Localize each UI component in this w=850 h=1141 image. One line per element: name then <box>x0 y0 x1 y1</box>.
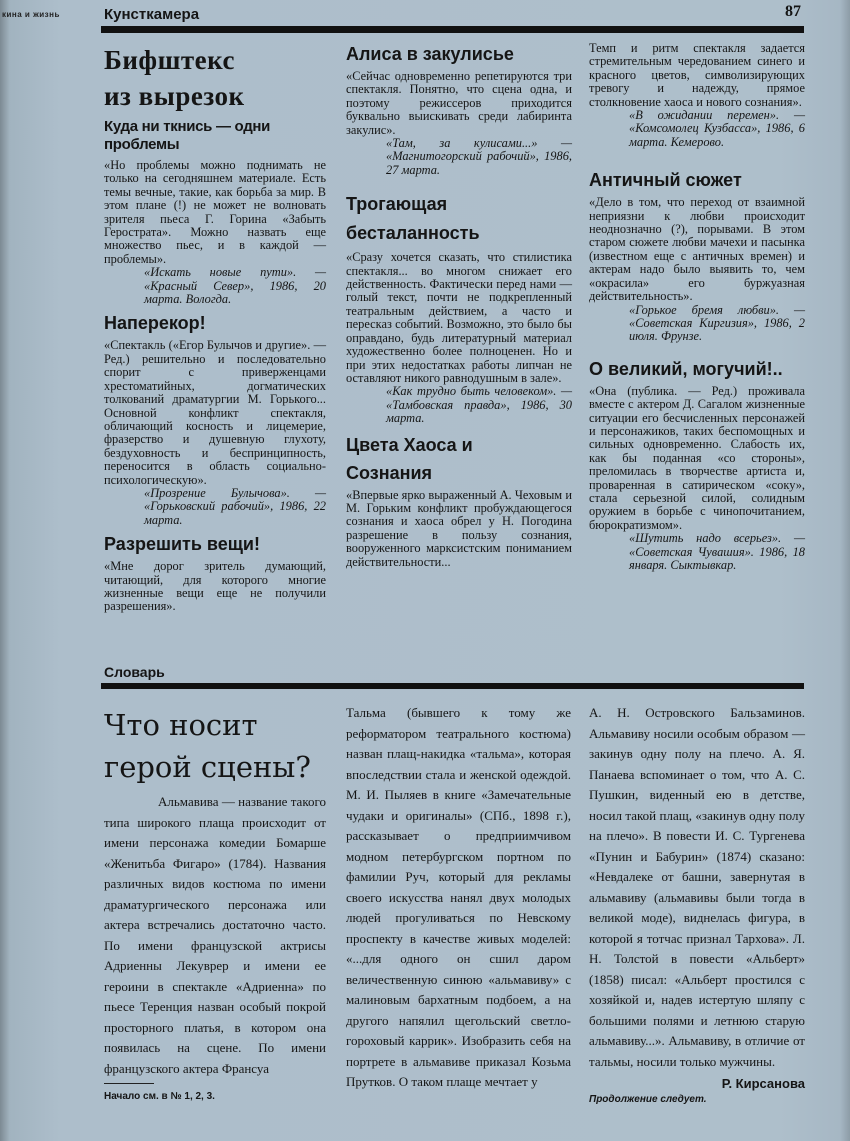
section-heading-line-1: Цвета Хаоса и <box>346 434 473 455</box>
dictionary-column-3 <box>589 703 805 1106</box>
quote-text: «Спектакль («Егор Булычов и другие». — Ред.) решительно и последовательно спорит с приверженцами хрестоматийных, догматических толкований драматургии М. Горького... Основной конфликт спектакля, обличающий косность и лицемерие, фразерство и душевную глухоту, бездуховность и беспринципность, переносится в область социально-психологическую». <box>104 338 326 487</box>
quote-source: «В ожидании перемен». — «Комсомолец Кузбасса», 1986, 6 марта. Кемерово. <box>629 108 805 149</box>
article-subtitle: Куда ни ткнись — одни проблемы <box>104 118 271 153</box>
section-heading-line-2: Сознания <box>346 462 433 483</box>
section-heading: Античный сюжет <box>589 170 742 191</box>
dictionary-column-1 <box>104 792 326 1079</box>
quote-text: «Дело в том, что переход от взаимной неприязни к любви происходит неоднозначно (?), порывами. В этом старом сюжете любви мачехи и пасынка (известном еще с античных времен) и актерам надо было выявить то, чем «окрасила» его буржуазная действительность». <box>589 195 805 304</box>
quote-source: «Искать новые пути». — «Красный Север», 1986, 20 марта. Вологда. <box>144 265 326 307</box>
author-signature: Р. Кирсанова <box>721 1076 805 1091</box>
section-heading: Разрешить вещи! <box>104 534 260 555</box>
dictionary-text: Альмавива — название такого типа широкого плаща происходит от имени персонажа комедии Бомарше «Женитьба Фигаро» (1784). Названия различных видов костюма по имени драматургического персонажа или актера встречались достаточно часто. По имени французской актрисы Адриенны Лекуврер и имени ее героини в спектакле «Адриенна» по пьесе Теренция назван особый покрой просторного платья, в котором она появилась на сцене. По имени французского актера Франсуа <box>104 794 326 1076</box>
column-3 <box>589 38 805 572</box>
quote-source: «Прозрение Булычова». — «Горьковский рабочий», 1986, 22 марта. <box>144 485 326 527</box>
page-spine <box>0 0 10 1141</box>
continued-note: Продолжение следует. <box>589 1094 707 1105</box>
section-heading: О великий, могучий!.. <box>589 358 783 379</box>
quote-text: «Сейчас одновременно репетируются три спектакля. Понятно, что сцена одна, и поэтому режиссеров приходится буквально выискивать среди лабиринта закулис». <box>346 69 572 137</box>
footnote-rule <box>104 1083 154 1084</box>
page-number: 87 <box>785 3 801 20</box>
section-heading: Наперекор! <box>104 313 206 334</box>
dictionary-text: А. Н. Островского Бальзаминов. Альмавиву носили особым образом — закинув одну полу на плечо. А. Я. Панаева вспоминает о том, что А. С. Пушкин, виденный ею в детстве, носил такой плащ, «закинув одну полу на плечо». В повести И. С. Тургенева «Пунин и Бабурин» (1874) сказано: «Невдалеке от башни, завернутая в альмавиву (альмавивы были тогда в великой моде), виднелась фигура, в которой я тотчас признал Тархова». Л. Н. Толстой в повести «Альберт» (1858) писал: «Альберт простился с хозяйкой и, надев истертую шляпу с большими полями и летнюю старую альмавиву...». Альмавиву, в отличие от тальмы, носили только мужчины. <box>589 705 805 1069</box>
quote-text: Темп и ритм спектакля задается стремительным чередованием синего и красного цветов, символизирующих тревогу и надежду, прямое столкновение хаоса и нового сознания». <box>589 41 805 109</box>
quote-text: «Но проблемы можно поднимать не только на сегодняшнем материале. Есть темы вечные, такие, как борьба за мир. В этом плане (!) не может не волновать зрителя пьеса Г. Горина «Забыть Герострата». Можно назвать еще множество пьес, и в каждой — проблемы». <box>104 158 326 266</box>
dictionary-column-2 <box>346 703 571 1093</box>
section-heading-line-2: бесталанность <box>346 223 480 244</box>
dictionary-title <box>104 704 344 788</box>
section-heading: Алиса в закулисье <box>346 44 514 64</box>
dictionary-text: Тальма (бывшего к тому же реформатором театрального костюма) назван плащ-накидка «тальма», которая впоследствии стала и женской одеждой. М. И. Пыляев в книге «Замечательные чудаки и оригиналы» (СПб., 1898 г.), рассказывает о предприимчивом модном петербургском портном по фамилии Руч, который для рекламы своего искусства нанял двух молодых людей прогуливаться по Невскому проспекту в качестве живых моделей: «...для одного он сшил даром величественную синюю «альмавиву» с малиновым бархатным подбоем, а на другого напялил щегольский светло-гороховый каррик». Изобразить себя на портрете в альмавиве приказал Козьма Прутков. О таком плаще мечтает у <box>346 705 571 1089</box>
quote-source: «Как трудно быть человеком». — «Тамбовская правда», 1986, 30 марта. <box>386 384 572 426</box>
header-rule <box>101 26 804 33</box>
footnote: Начало см. в № 1, 2, 3. <box>104 1091 215 1102</box>
quote-text: «Она (публика. — Ред.) проживала вместе с актером Д. Сагалом жизненные ситуации его бесчисленных персонажей и персонажиков, таких беспомощных и сильных одновременно. Слабость их, как бы поданная «со стороны», преломилась в творчестве артиста и, проваренная в сатирическом «соку», стала серьезной силой, солидным оружием в борьбе с чинопочитанием, бюрократизмом». <box>589 383 805 532</box>
running-head: кина и жизнь <box>2 10 60 19</box>
article-title-line-2: из вырезок <box>104 81 245 111</box>
quote-source: «Горькое бремя любви». — «Советская Киргизия», 1986, 2 июля. Фрунзе. <box>629 302 805 344</box>
quote-source: «Шутить надо всерьез». — «Советская Чувашия». 1986, 18 января. Сыктывкар. <box>629 531 805 572</box>
column-1 <box>104 38 326 614</box>
section-rule <box>101 683 804 689</box>
article-title-line-1: Бифштекс <box>104 45 235 75</box>
section-heading-line-1: Трогающая <box>346 194 448 215</box>
dictionary-title-line-2: герой сцены? <box>104 750 311 784</box>
column-2 <box>346 38 572 569</box>
quote-text: «Сразу хочется сказать, что стилистика спектакля... во многом снижает его действенность. Фактически перед нами — голый текст, почти не подкрепленный театральным действием, а часто и пересказ событий. Возможно, это было бы оправдано, будь литературный материал художественно более полноценен. Но и при этих недостатках работы липчан не оставляют никого равнодушным в зале». <box>346 250 572 385</box>
quote-text: «Впервые ярко выраженный А. Чеховым и М. Горьким конфликт пробуждающегося сознания и хаоса обрел у Н. Погодина разрешение в пользу сознания, вооруженного марксистским пониманием действительности... <box>346 487 572 569</box>
quote-source: «Там, за кулисами...» — «Магнитогорский рабочий», 1986, 27 марта. <box>386 136 572 177</box>
dictionary-label: Словарь <box>104 664 165 680</box>
dictionary-title-line-1: Что носит <box>104 708 258 742</box>
quote-text: «Мне дорог зритель думающий, читающий, для которого многие жизненные вещи еще не получили разрешения». <box>104 559 326 614</box>
section-title: Кунсткамера <box>104 6 200 23</box>
